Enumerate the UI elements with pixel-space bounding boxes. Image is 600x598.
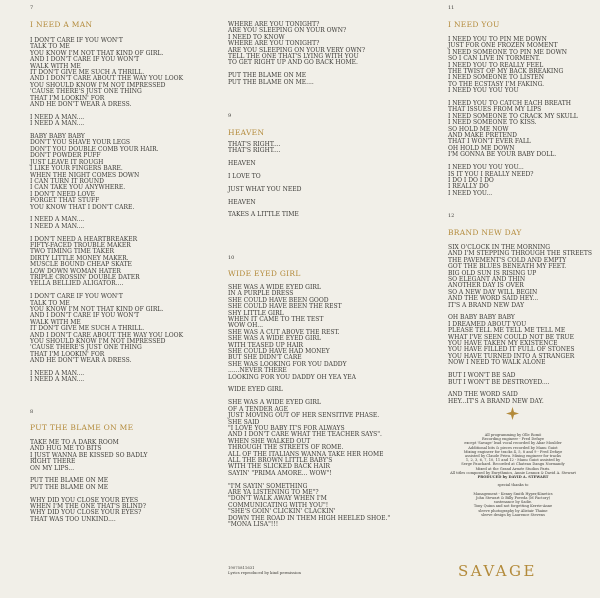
lyric-line: I'M GONNA BE YOUR BABY DOLL.	[448, 151, 557, 159]
catalog-number: 19075811631	[228, 565, 255, 570]
song-9	[228, 113, 428, 219]
lyric-line: I NEED YOU...	[448, 189, 493, 197]
song-12	[448, 213, 596, 405]
credit-line: Serge Pauchard. Recorded at Chateau Dangu Normandy	[461, 462, 565, 467]
lyrics	[30, 38, 220, 384]
permission-note: Lyrics reproduced by kind permission	[228, 569, 301, 575]
lyric-line: PUT THE BLAME ON ME	[30, 477, 109, 485]
lyric-line: THAT I'M LOOKIN' FOR	[30, 94, 105, 102]
lyric-line: IS IT YOU I REALLY NEED?	[448, 170, 534, 178]
lyric-line: IT DON'T GIVE ME SUCH A THRILL.	[30, 69, 145, 77]
lyric-line: I DON'T CARE IF YOU WON'T	[30, 37, 123, 44]
lyric-line: AND I DON'T CARE ABOUT THE WAY YOU LOOK	[30, 331, 184, 339]
lyric-line: I NEED YOU TO PIN ME DOWN	[448, 36, 547, 43]
lyric-line: TO GET RIGHT UP AND GO BACK HOME.	[228, 59, 358, 67]
lyric-line: BUT I WON'T BE SAD	[448, 372, 516, 380]
lyric-line: I NEED YOU YOU YOU...	[448, 164, 524, 172]
lyric-line: I NEED A MAN....	[30, 120, 85, 128]
lyric-line: DOWN THE ROAD IN THEM HIGH HEELED SHOE."	[228, 514, 391, 522]
lyric-line: NOW I NEED TO WALK ALONE	[448, 359, 546, 367]
star-icon	[506, 407, 519, 420]
lyric-line: TALK TO ME	[30, 299, 70, 307]
lyrics	[228, 142, 428, 219]
lyric-line: AND I DON'T CARE IF YOU WON'T	[30, 56, 140, 64]
lyric-line: FIFTY-FACED TROUBLE MAKER	[30, 241, 131, 249]
lyric-line: AND I DON'T CARE ABOUT THE WAY YOU LOOK	[30, 75, 184, 83]
song-number: 8	[30, 409, 34, 415]
lyric-line: JUST LEAVE IT ROUGH	[30, 158, 104, 166]
lyric-line: "I LOVE YOU BABY IT'S FOR ALWAYS	[228, 424, 345, 432]
lyrics	[448, 37, 596, 197]
lyric-line: SO I CAN LIVE IN TORMENT.	[448, 55, 541, 63]
lyric-line: RIGHT THERE	[30, 458, 76, 466]
lyric-line: WHEN SHE WALKED OUT	[228, 437, 311, 445]
credit-line: John Stewart & Billy Poveda (M Factory)	[475, 496, 551, 501]
lyric-line: ALL THE BROWN LITTLE BABY'S	[228, 456, 333, 464]
lyric-line: THAT I WON'T EVER FALL	[448, 138, 531, 146]
lyric-line: BUT SHE DIDN'T CARE	[228, 354, 302, 362]
lyric-line: AND MAKE PRETEND	[448, 132, 517, 140]
lyric-line: YOU KNOW I'M NOT THAT KIND OF GIRL.	[30, 49, 164, 57]
lyric-line: JUST WHAT YOU NEED	[228, 185, 302, 193]
lyric-line: YOU HAVE TURNED INTO A STRANGER	[448, 352, 575, 360]
lyric-line: TALK TO ME	[30, 43, 70, 51]
lyric-line: WHERE ARE YOU TONIGHT?	[228, 40, 320, 48]
song-8-continued	[228, 22, 428, 86]
lyric-line: I LIKE YOUR FINGERS BARE.	[30, 165, 123, 173]
lyric-line: THROUGH THE STREETS OF ROME.	[228, 444, 344, 452]
lyric-line: AND HE DON'T WEAR A DRESS.	[30, 101, 132, 109]
lyric-line: HEY...IT'S A BRAND NEW DAY.	[448, 397, 544, 405]
lyric-line: ALL OF THE ITALIANS WANNA TAKE HER HOME	[228, 450, 384, 458]
lyric-line: ARE YOU SLEEPING ON YOUR OWN?	[228, 27, 347, 35]
song-8	[30, 409, 220, 523]
lyric-line: "MONA LISA"!!!	[228, 520, 279, 528]
lyric-line: I NEED TO KNOW	[228, 33, 285, 41]
lyric-line: I NEED A MAN....	[30, 376, 85, 384]
lyric-line: HEAVEN	[228, 198, 256, 206]
song-11	[448, 5, 596, 197]
lyric-line: I JUST WANNA BE KISSED SO BADLY	[30, 451, 148, 459]
lyric-line: I NEED SOMEONE TO CRACK MY SKULL	[448, 112, 578, 120]
lyric-line: AND I'M STEPPING THROUGH THE STREETS	[448, 250, 592, 258]
credit-line: Mixing engineer for tracks 4, 5, 8 and 9 - Fred Defaye	[463, 449, 563, 454]
lyric-line: SHE WAS A WIDE EYED GIRL	[228, 284, 321, 291]
lyric-line: THAT'S RIGHT....	[228, 141, 281, 148]
lyric-line: I NEED SOMEONE TO KISS.	[448, 119, 537, 127]
lyric-line: BUT I WON'T BE DESTROYED....	[448, 378, 550, 386]
lyric-line: WHEN THE NIGHT COMES DOWN	[30, 171, 140, 179]
song-title: I NEED A MAN	[30, 20, 93, 29]
song-number: 9	[228, 113, 232, 119]
song-title: I NEED YOU	[448, 20, 500, 29]
lyric-line: THE TWIST OF MY BACK BREAKING	[448, 68, 564, 76]
catalog-footer	[228, 566, 301, 575]
lyrics	[448, 245, 596, 405]
lyric-line: WIDE EYED GIRL	[228, 386, 283, 394]
lyric-line: SHE WAS LOOKING FOR YOU DADDY	[228, 360, 347, 368]
lyric-line: WHERE ARE YOU TONIGHT?	[228, 21, 320, 28]
lyric-line: WHY DID YOU CLOSE YOUR EYES?	[30, 509, 142, 517]
lyric-line: I NEED SOMEONE TO LISTEN	[448, 74, 544, 82]
lyrics	[228, 22, 428, 86]
lyric-line: DIRTY LITTLE MONEY MAKER.	[30, 254, 129, 262]
lyric-line: LOW DOWN WOMAN HATER	[30, 267, 121, 275]
lyric-line: FORGET THAT STUFF	[30, 197, 100, 205]
lyric-line: SHE WAS A CUT ABOVE THE REST.	[228, 328, 340, 336]
lyric-line: "I'M SAYIN' SOMETHING	[228, 482, 308, 490]
lyric-line: JUST FOR ONE FROZEN MOMENT	[448, 42, 558, 50]
savage-logo: SAVAGE	[458, 562, 537, 580]
lyric-line: YOU KNOW THAT I DON'T CARE.	[30, 203, 135, 211]
song-title: HEAVEN	[228, 128, 265, 137]
song-number: 10	[228, 255, 235, 261]
lyric-line: THAT ISSUES FROM MY LIPS	[448, 106, 542, 114]
credit-line: All titles composed by Eurythmics, Annie Lennox & David A. Stewart	[450, 470, 576, 475]
lyric-line: ARE YOU SLEEPING ON YOUR VERY OWN?	[228, 46, 366, 54]
lyric-line: I NEED YOU TO CATCH EACH BREATH	[448, 100, 571, 108]
lyric-line: PUT THE BLAME ON ME....	[228, 78, 314, 86]
credit-line: special thanks to	[497, 483, 529, 488]
lyric-line: THE PAVEMENT'S COLD AND EMPTY	[448, 256, 567, 264]
lyric-line: I DO I DO I DO	[448, 176, 494, 184]
lyric-line: PUT THE BLAME ON ME	[228, 72, 307, 80]
lyric-line: WHEN IT CAME TO THE TEST	[228, 316, 324, 324]
lyric-line: THAT'S RIGHT....	[228, 147, 281, 155]
lyric-line: SHE COULD HAVE HAD MONEY	[228, 348, 330, 356]
lyric-line: I NEED A MAN....	[30, 216, 85, 224]
credit-line: Additional bits & pieces recorded by Manu Guiot	[468, 445, 558, 450]
lyric-line: WOW OH...	[228, 322, 264, 330]
lyric-line: ANOTHER DAY IS OVER	[448, 282, 524, 290]
credit-line: Recording engineer - Fred Defaye	[481, 437, 545, 442]
lyric-line: YELLA BELLIED ALIGATOR....	[30, 280, 124, 288]
lyric-line: I DON'T NEED LOVE	[30, 190, 96, 198]
lyric-line: I NEED A MAN....	[30, 113, 85, 121]
lyric-line: HEAVEN	[228, 160, 256, 168]
song-number: 11	[448, 5, 455, 11]
song-title: BRAND NEW DAY	[448, 228, 522, 237]
lyric-line: COMMUNICATING WITH YOU"!	[228, 501, 329, 509]
lyric-line: 'CAUSE THERE'S JUST ONE THING	[30, 88, 142, 96]
lyric-line: AND THE WORD SAID	[448, 391, 518, 399]
lyric-line: SHE SAID	[228, 418, 260, 426]
song-title: PUT THE BLAME ON ME	[30, 423, 134, 432]
lyric-line: WHAT I'VE SEEN COULD NOT BE TRUE	[448, 333, 574, 341]
lyric-line: WHY DID YOU CLOSE YOUR EYES	[30, 496, 139, 504]
lyric-line: SO HOLD ME NOW	[448, 125, 509, 133]
lyric-line: AND HUG ME TO BITS	[30, 445, 102, 453]
lyric-line: AND I DON'T CARE WHAT THE TEACHER SAYS".	[228, 431, 382, 439]
lyric-line: "DON'T WALK AWAY WHEN I'M	[228, 495, 327, 503]
lyric-line: SO A NEW DAY WILL BEGIN	[448, 288, 538, 296]
lyric-line: I NEED YOU YOU YOU	[448, 87, 519, 95]
credit-line: All programming by Olle Romö	[484, 433, 542, 437]
lyric-line: ARE YA LISTENING TO ME"?	[228, 488, 319, 496]
lyric-line: JUST MOVING OUT OF HER SENSITIVE PHASE.	[228, 412, 380, 420]
lyric-line: I CAN TURN IT ROUND	[30, 177, 104, 185]
lyric-line: AND HE DON'T WEAR A DRESS.	[30, 357, 132, 365]
lyric-line: YOU SHOULD KNOW I'M NOT IMPRESSED	[30, 81, 166, 89]
credits	[448, 433, 578, 517]
credit-line: except 'Savage' lead vocal recorded by Abar Moulder	[464, 441, 562, 446]
lyric-line: MUSCLE BOUND CHEAP SKATE	[30, 261, 132, 269]
lyric-line: TELL THE ONE THAT'S LYING WITH YOU	[228, 53, 359, 61]
lyric-line: I NEED YOU TO REALLY FEEL	[448, 61, 544, 69]
lyric-line: YOU HAVE FILLED IT FULL OF STONES	[448, 346, 575, 354]
lyric-line: SO ELEGANT AND THIN	[448, 276, 526, 284]
song-7	[30, 5, 220, 384]
lyric-line: PUT THE BLAME ON ME	[30, 483, 109, 491]
lyric-line: YOU SHOULD KNOW I'M NOT IMPRESSED	[30, 338, 166, 346]
lyric-line: THAT WAS TOO UNKIND....	[30, 515, 116, 523]
lyric-line: BIG OLD SUN IS RISING UP	[448, 269, 537, 277]
lyric-line: WITH THE SLICKED BACK HAIR	[228, 463, 331, 471]
credit-line: Mixed at the Grand Armée Studios Paris.	[475, 466, 551, 471]
credit-line: assisted by Claude Prieu. Mixing engineer for tracks	[464, 454, 562, 459]
lyric-line: IT'S A BRAND NEW DAY	[448, 301, 525, 309]
credit-line: sustenance by Sadie.	[493, 500, 533, 505]
lyric-line: TO THE ECSTASY I'M FAKING.	[448, 80, 545, 88]
lyric-line: AND I DON'T CARE IF YOU WON'T	[30, 312, 140, 320]
lyric-line: ON MY LIPS...	[30, 464, 75, 472]
lyric-line: TWO TIMING TIME TAKER	[30, 248, 115, 256]
lyric-line: DON'T YOU SHAVE YOUR LEGS	[30, 139, 131, 147]
credit-line: Management - Kenny Smith Hyper/Kinetics	[473, 491, 553, 496]
lyric-line: TAKE ME TO A DARK ROOM	[30, 439, 119, 446]
lyric-line: DON'T POWDER PUFF	[30, 152, 101, 160]
lyric-line: I NEED A MAN....	[30, 370, 85, 378]
lyrics	[228, 285, 428, 528]
lyric-line: SHE WAS A WIDE EYED GIRL	[228, 399, 321, 407]
lyric-line: THAT I'M LOOKIN' FOR	[30, 350, 105, 358]
lyric-line: "SHE'S GOIN' CLICKIN' CLACKIN'	[228, 508, 336, 516]
lyric-line: IN A PURPLE DRESS	[228, 290, 294, 298]
lyric-line: IT DON'T GIVE ME SUCH A THRILL.	[30, 325, 145, 333]
song-10	[228, 255, 428, 528]
credit-line: Tony Quinn and not forgetting Kerrie-Anne	[473, 504, 553, 509]
song-number: 7	[30, 5, 34, 11]
lyric-line: ......NEVER THERE	[228, 367, 287, 375]
lyric-line: WALK WITH ME	[30, 318, 81, 326]
lyric-line: I DON'T NEED A HEARTBREAKER	[30, 235, 138, 243]
lyric-line: I DON'T CARE IF YOU WON'T	[30, 293, 123, 301]
lyric-line: OF A TENDER AGE	[228, 405, 288, 413]
lyric-line: I NEED A MAN....	[30, 222, 85, 230]
lyric-line: OH HOLD ME DOWN	[448, 144, 515, 152]
lyric-line: I NEED SOMEONE TO PIN ME DOWN	[448, 48, 567, 56]
lyric-line: WHEN I'M THE ONE THAT'S BLIND?	[30, 503, 146, 511]
lyric-line: BABY BABY BABY	[30, 133, 85, 141]
credit-line: sleeve design by Laurence Stevens	[481, 512, 545, 517]
credit-line: sleeve photography by Alistair Thaine	[478, 508, 548, 513]
lyric-line: PLEASE TELL ME TELL ME TELL ME	[448, 327, 566, 335]
lyric-line: I LOVE TO	[228, 173, 261, 180]
song-title: WIDE EYED GIRL	[228, 269, 301, 278]
lyric-line: SAYIN' "PRIMA AMORE... WOW"!	[228, 469, 332, 477]
credit-line: 1, 2, 3, 6, 7, 10, 11 and 12 - Manu Guiot assisted by	[465, 458, 561, 463]
song-number: 12	[448, 213, 455, 219]
lyrics	[30, 440, 220, 523]
credit-line: PRODUCED by DAVID A. STEWART	[477, 475, 549, 480]
lyric-line: SHE COULD HAVE BEEN THE REST	[228, 303, 342, 311]
lyric-line: I REALLY DO	[448, 183, 489, 191]
lyric-line: YOU KNOW I'M NOT THAT KIND OF GIRL.	[30, 305, 164, 313]
lyric-line: DON'T YOU DOUBLE COMB YOUR HAIR.	[30, 145, 159, 153]
lyric-line: SHY LITTLE GIRL	[228, 309, 284, 317]
lyric-line: OH BABY BABY BABY	[448, 314, 515, 322]
lyric-line: I CAN TAKE YOU ANYWHERE.	[30, 184, 126, 192]
lyric-line: GOT THE BLUES BENEATH MY FEET.	[448, 263, 567, 271]
lyric-line: YOU HAVE TAKEN MY EXISTENCE	[448, 340, 558, 348]
lyric-line: WALK WITH ME	[30, 62, 81, 70]
lyric-line: TAKES A LITTLE TIME	[228, 211, 299, 219]
lyric-line: SIX O'CLOCK IN THE MORNING	[448, 244, 550, 251]
lyric-line: WITH TEASED UP HAIR	[228, 341, 304, 349]
lyric-line: SHE COULD HAVE BEEN GOOD	[228, 296, 329, 304]
lyric-line: LOOKING FOR YOU DADDY OH YEA YEA	[228, 373, 356, 381]
lyric-line: 'CAUSE THERE'S JUST ONE THING	[30, 344, 142, 352]
lyric-line: I DREAMED ABOUT YOU	[448, 320, 527, 328]
lyric-line: SHE WAS A WIDE EYED GIRL	[228, 335, 321, 343]
lyric-line: AND THE WORD SAID HEY...	[448, 295, 539, 303]
lyric-line: TRIPLE CROSSIN' DOUBLE DATER	[30, 273, 140, 281]
